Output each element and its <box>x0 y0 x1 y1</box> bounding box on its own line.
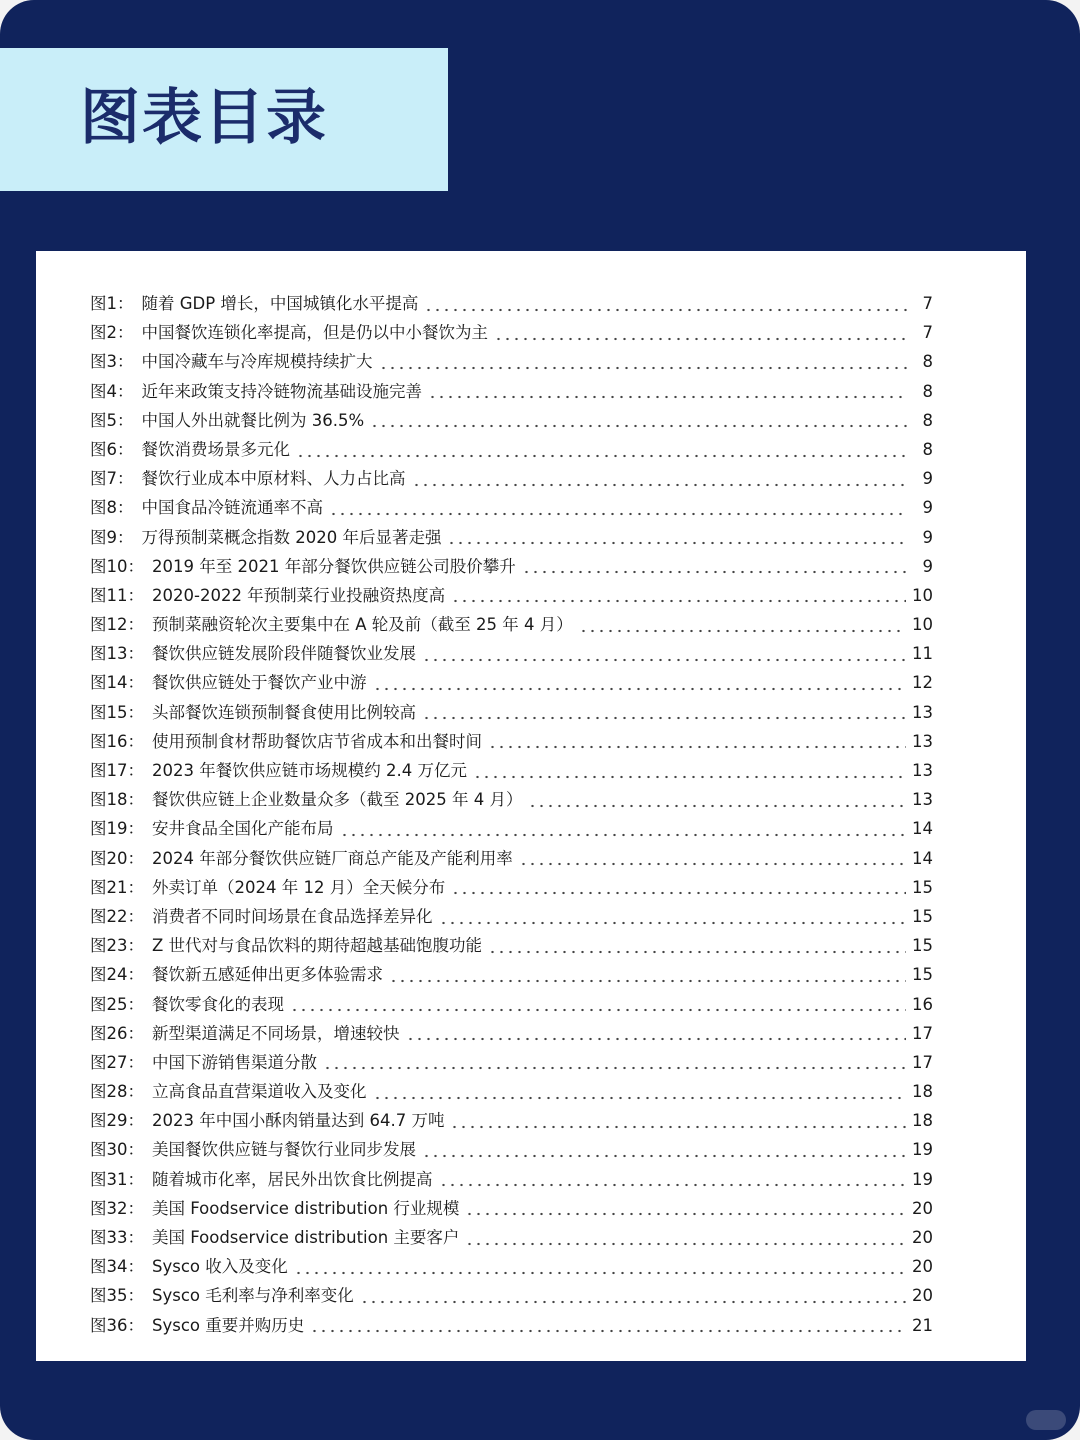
toc-entry-title: 餐饮行业成本中原材料、人力占比高 <box>141 469 406 489</box>
toc-entry-page-number: 9 <box>922 556 933 576</box>
dot-leader <box>465 1240 906 1248</box>
toc-entry-page-number: 8 <box>922 410 933 430</box>
toc-entry[interactable] <box>90 1077 933 1106</box>
dot-leader <box>422 656 906 664</box>
toc-entry-page-number: 8 <box>922 352 933 372</box>
toc-entry-title: 万得预制菜概念指数 2020 年后显著走强 <box>141 527 442 547</box>
toc-entry-page-number: 8 <box>922 381 933 401</box>
toc-entry-label: 图4： <box>90 381 134 401</box>
toc-panel <box>36 251 1026 1361</box>
toc-entry[interactable] <box>90 844 933 873</box>
toc-entry-label: 图2： <box>90 323 134 343</box>
toc-entry-page-number: 15 <box>912 877 933 897</box>
toc-entry[interactable] <box>90 464 933 493</box>
dot-leader <box>439 919 907 927</box>
toc-entry-page-number: 9 <box>922 527 933 547</box>
toc-entry-label: 图9： <box>90 527 134 547</box>
toc-entry-label: 图28： <box>90 1082 144 1102</box>
toc-entry-label: 图18： <box>90 790 144 810</box>
toc-entry[interactable] <box>90 931 933 960</box>
toc-entry[interactable] <box>90 1223 933 1252</box>
toc-entry[interactable] <box>90 990 933 1019</box>
toc-entry-title: 消费者不同时间场景在食品选择差异化 <box>152 906 433 926</box>
toc-entry-label: 图20： <box>90 848 144 868</box>
toc-entry-label: 图29： <box>90 1111 144 1131</box>
toc-entry-label: 图26： <box>90 1023 144 1043</box>
toc-entry-label: 图5： <box>90 410 134 430</box>
toc-entry-label: 图35： <box>90 1286 144 1306</box>
toc-entry-page-number: 15 <box>912 906 933 926</box>
toc-entry-page-number: 19 <box>912 1169 933 1189</box>
toc-entry-label: 图1： <box>90 294 134 313</box>
toc-entry-page-number: 9 <box>922 498 933 518</box>
toc-entry-title: 中国下游销售渠道分散 <box>152 1052 317 1072</box>
toc-entry-page-number: 12 <box>912 673 933 693</box>
toc-entry-page-number: 20 <box>912 1286 933 1306</box>
dot-leader <box>360 1298 906 1306</box>
toc-entry-title: 2020-2022 年预制菜行业投融资热度高 <box>152 585 446 605</box>
toc-entry-page-number: 17 <box>912 1052 933 1072</box>
toc-entry[interactable] <box>90 698 933 727</box>
toc-entry-page-number: 14 <box>912 819 933 839</box>
toc-entry-title: 餐饮消费场景多元化 <box>141 439 290 459</box>
toc-entry-label: 图14： <box>90 673 144 693</box>
toc-entry-label: 图12： <box>90 615 144 635</box>
dot-leader <box>370 422 907 430</box>
toc-entry-title: 中国冷藏车与冷库规模持续扩大 <box>141 352 373 372</box>
dot-leader <box>310 1327 906 1335</box>
toc-entry-title: 近年来政策支持冷链物流基础设施完善 <box>141 381 422 401</box>
toc-entry-page-number: 13 <box>912 761 933 780</box>
dot-leader <box>424 306 907 314</box>
toc-entry-label: 图33： <box>90 1228 144 1247</box>
toc-entry-page-number: 19 <box>912 1140 933 1160</box>
dot-leader <box>473 773 906 781</box>
toc-entry[interactable] <box>90 727 933 756</box>
dot-leader <box>451 597 906 605</box>
toc-entry[interactable] <box>90 756 933 785</box>
dot-leader <box>412 481 908 489</box>
dot-leader <box>519 860 906 868</box>
toc-entry-label: 图16： <box>90 731 144 751</box>
table-of-figures <box>90 289 933 1340</box>
toc-entry[interactable] <box>90 1106 933 1135</box>
toc-entry-page-number: 15 <box>912 936 933 956</box>
toc-entry[interactable] <box>90 347 933 376</box>
toc-entry-title: 预制菜融资轮次主要集中在 A 轮及前（截至 25 年 4 月） <box>152 615 573 635</box>
toc-entry[interactable] <box>90 289 933 318</box>
toc-entry-label: 图3： <box>90 352 134 372</box>
dot-leader <box>406 1035 907 1043</box>
dot-leader <box>340 831 907 839</box>
toc-entry-title: Z 世代对与食品饮料的期待超越基础饱腹功能 <box>152 936 483 956</box>
watermark-logo <box>1026 1410 1066 1430</box>
toc-entry-label: 图19： <box>90 819 144 839</box>
dot-leader <box>296 452 907 460</box>
toc-entry-page-number: 21 <box>912 1315 933 1335</box>
toc-entry-title: 随着 GDP 增长，中国城镇化水平提高 <box>141 294 419 313</box>
toc-entry-page-number: 11 <box>912 644 933 664</box>
dot-leader <box>528 802 906 810</box>
dot-leader <box>373 685 907 693</box>
dot-leader <box>323 1064 906 1072</box>
dot-leader <box>389 977 906 985</box>
toc-entry[interactable] <box>90 785 933 814</box>
toc-entry-page-number: 13 <box>912 731 933 751</box>
toc-entry-label: 图32： <box>90 1198 144 1218</box>
toc-entry[interactable] <box>90 1281 933 1310</box>
toc-entry-page-number: 20 <box>912 1257 933 1277</box>
toc-entry[interactable] <box>90 902 933 931</box>
toc-entry-page-number: 16 <box>912 994 933 1014</box>
toc-entry-title: 餐饮供应链处于餐饮产业中游 <box>152 673 367 693</box>
toc-entry-title: 外卖订单（2024 年 12 月）全天候分布 <box>152 877 446 897</box>
toc-entry-page-number: 7 <box>922 294 933 313</box>
toc-entry-title: 餐饮供应链发展阶段伴随餐饮业发展 <box>152 644 416 664</box>
toc-entry-title: 中国人外出就餐比例为 36.5% <box>141 410 365 430</box>
dot-leader <box>579 627 906 635</box>
toc-entry[interactable] <box>90 493 933 522</box>
toc-entry[interactable] <box>90 1252 933 1281</box>
toc-entry-page-number: 18 <box>912 1082 933 1102</box>
dot-leader <box>422 1152 906 1160</box>
toc-entry-page-number: 17 <box>912 1023 933 1043</box>
toc-entry-label: 图30： <box>90 1140 144 1160</box>
toc-entry[interactable] <box>90 1165 933 1194</box>
toc-entry[interactable] <box>90 1048 933 1077</box>
toc-entry[interactable] <box>90 960 933 989</box>
toc-entry[interactable] <box>90 435 933 464</box>
toc-entry-title: 新型渠道满足不同场景，增速较快 <box>152 1023 400 1043</box>
dot-leader <box>494 335 907 343</box>
toc-entry-title: 2023 年中国小酥肉销量达到 64.7 万吨 <box>152 1111 445 1131</box>
toc-entry-page-number: 20 <box>912 1198 933 1218</box>
toc-entry-label: 图36： <box>90 1315 144 1335</box>
toc-entry[interactable] <box>90 1194 933 1223</box>
toc-entry[interactable] <box>90 318 933 347</box>
toc-entry-page-number: 7 <box>922 323 933 343</box>
dot-leader <box>379 364 908 372</box>
toc-entry-label: 图25： <box>90 994 144 1014</box>
dot-leader <box>329 510 907 518</box>
dot-leader <box>439 1181 907 1189</box>
toc-entry[interactable] <box>90 639 933 668</box>
toc-entry-title: 随着城市化率，居民外出饮食比例提高 <box>152 1169 433 1189</box>
toc-entry-page-number: 18 <box>912 1111 933 1131</box>
toc-entry-title: 餐饮零食化的表现 <box>152 994 284 1014</box>
toc-entry[interactable] <box>90 873 933 902</box>
toc-entry-label: 图13： <box>90 644 144 664</box>
toc-entry-title: 美国 Foodservice distribution 行业规模 <box>152 1198 460 1218</box>
toc-entry-label: 图27： <box>90 1052 144 1072</box>
toc-entry[interactable] <box>90 668 933 697</box>
toc-entry[interactable] <box>90 377 933 406</box>
toc-entry[interactable] <box>90 1019 933 1048</box>
toc-entry-title: Sysco 收入及变化 <box>152 1257 288 1277</box>
toc-entry-title: Sysco 毛利率与净利率变化 <box>152 1286 354 1306</box>
toc-entry-title: 美国 Foodservice distribution 主要客户 <box>152 1228 460 1247</box>
toc-entry-page-number: 13 <box>912 790 933 810</box>
toc-entry-title: 中国食品冷链流通率不高 <box>141 498 323 518</box>
toc-entry-label: 图21： <box>90 877 144 897</box>
toc-entry-label: 图10： <box>90 556 144 576</box>
toc-entry-label: 图7： <box>90 469 134 489</box>
toc-entry[interactable] <box>90 523 933 552</box>
toc-entry-title: 立高食品直营渠道收入及变化 <box>152 1082 367 1102</box>
toc-entry-page-number: 10 <box>912 585 933 605</box>
toc-entry-title: Sysco 重要并购历史 <box>152 1315 305 1335</box>
dot-leader <box>290 1006 906 1014</box>
toc-entry-page-number: 15 <box>912 965 933 985</box>
toc-entry-title: 餐饮新五感延伸出更多体验需求 <box>152 965 383 985</box>
toc-entry-title: 头部餐饮连锁预制餐食使用比例较高 <box>152 702 416 722</box>
toc-entry-label: 图24： <box>90 965 144 985</box>
toc-entry-label: 图31： <box>90 1169 144 1189</box>
dot-leader <box>373 1094 907 1102</box>
dot-leader <box>428 393 907 401</box>
toc-entry-page-number: 8 <box>922 439 933 459</box>
toc-entry-label: 图23： <box>90 936 144 956</box>
toc-entry-label: 图22： <box>90 906 144 926</box>
toc-entry-page-number: 14 <box>912 848 933 868</box>
toc-entry[interactable] <box>90 1311 933 1340</box>
toc-entry-title: 中国餐饮连锁化率提高，但是仍以中小餐饮为主 <box>141 323 488 343</box>
dot-leader <box>294 1269 906 1277</box>
toc-entry[interactable] <box>90 406 933 435</box>
dot-leader <box>488 948 906 956</box>
toc-entry-page-number: 20 <box>912 1228 933 1247</box>
toc-entry[interactable] <box>90 814 933 843</box>
dot-leader <box>447 539 907 547</box>
toc-entry-title: 餐饮供应链上企业数量众多（截至 2025 年 4 月） <box>152 790 523 810</box>
toc-entry-label: 图15： <box>90 702 144 722</box>
toc-entry-label: 图17： <box>90 761 144 780</box>
toc-entry-title: 安井食品全国化产能布局 <box>152 819 334 839</box>
toc-entry[interactable] <box>90 610 933 639</box>
dot-leader <box>465 1210 906 1218</box>
dot-leader <box>488 743 906 751</box>
toc-entry-label: 图6： <box>90 439 134 459</box>
toc-entry-page-number: 9 <box>922 469 933 489</box>
title-banner <box>0 48 448 191</box>
toc-entry-title: 美国餐饮供应链与餐饮行业同步发展 <box>152 1140 416 1160</box>
toc-entry[interactable] <box>90 1135 933 1164</box>
toc-entry-page-number: 13 <box>912 702 933 722</box>
dot-leader <box>522 568 907 576</box>
toc-entry-page-number: 10 <box>912 615 933 635</box>
toc-entry-title: 2024 年部分餐饮供应链厂商总产能及产能利用率 <box>152 848 513 868</box>
toc-entry-label: 图34： <box>90 1257 144 1277</box>
page-title: 图表目录 <box>80 83 328 153</box>
toc-entry-title: 2019 年至 2021 年部分餐饮供应链公司股价攀升 <box>152 556 516 576</box>
toc-entry[interactable] <box>90 552 933 581</box>
dot-leader <box>451 889 906 897</box>
toc-entry-title: 使用预制食材帮助餐饮店节省成本和出餐时间 <box>152 731 482 751</box>
toc-entry-title: 2023 年餐饮供应链市场规模约 2.4 万亿元 <box>152 761 467 780</box>
toc-entry[interactable] <box>90 581 933 610</box>
toc-entry-label: 图8： <box>90 498 134 518</box>
toc-entry-label: 图11： <box>90 585 144 605</box>
dot-leader <box>422 714 906 722</box>
dot-leader <box>450 1123 906 1131</box>
